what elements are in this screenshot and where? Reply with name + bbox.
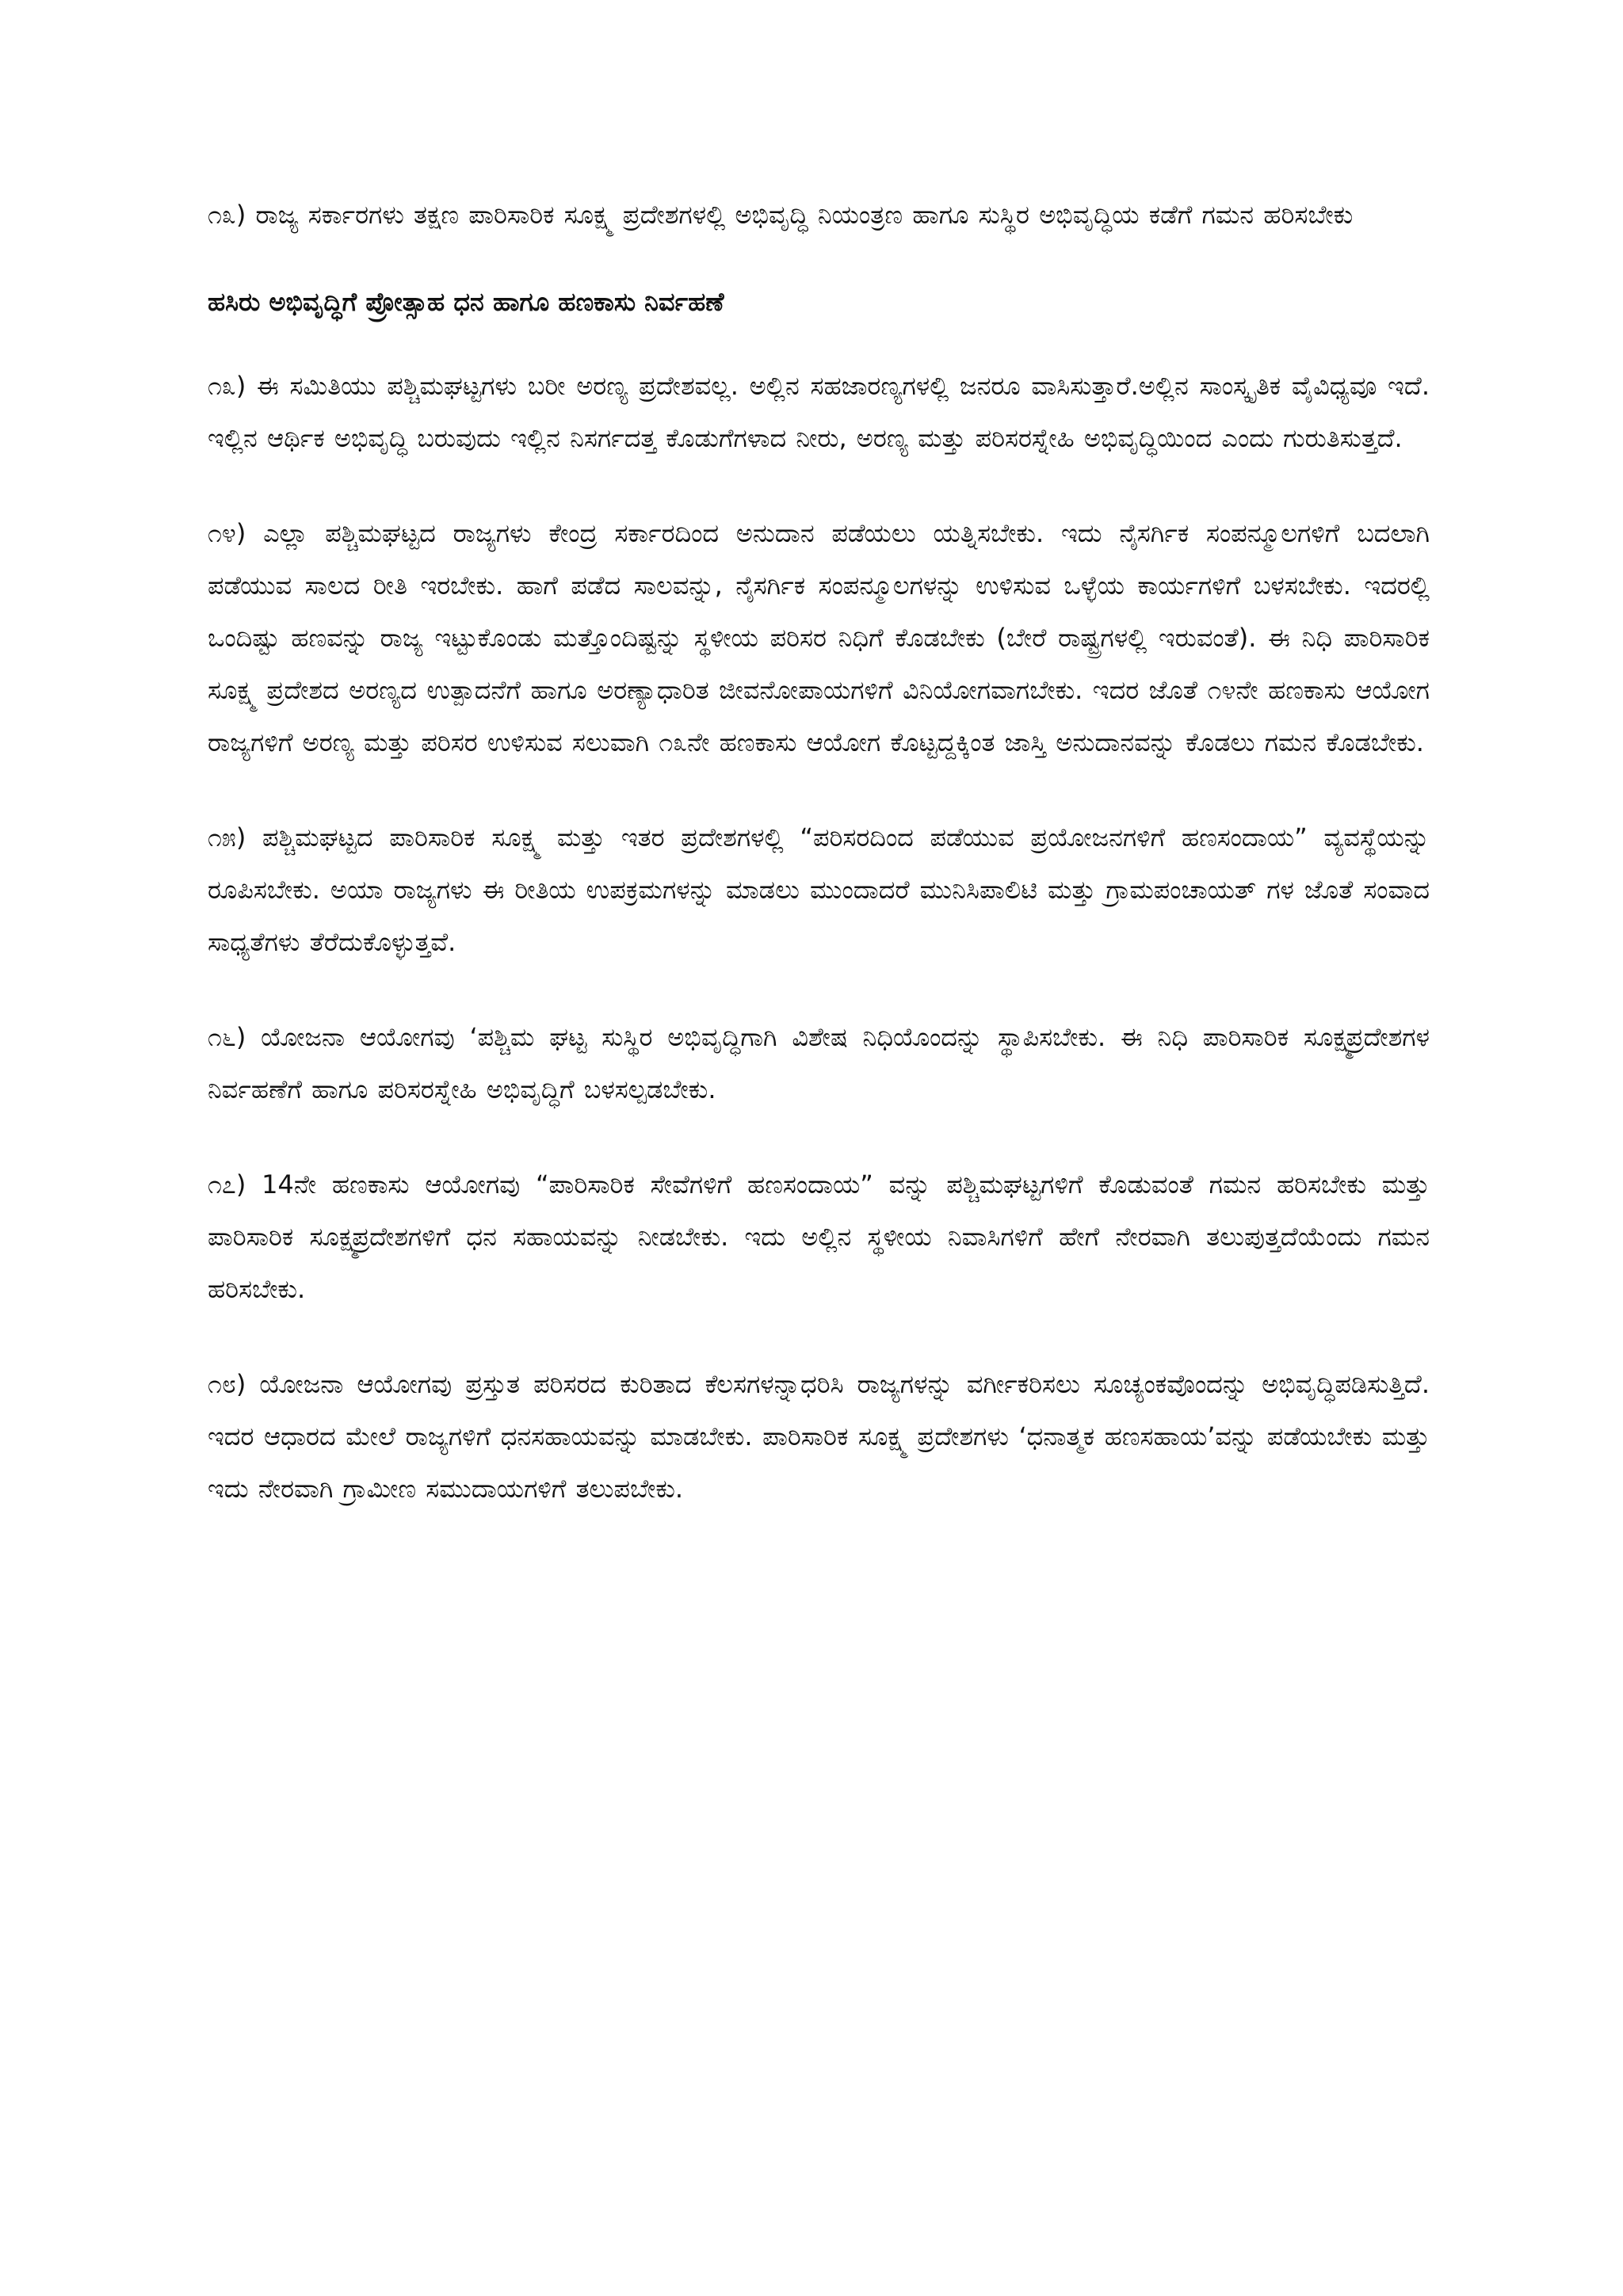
paragraph-13-state-governments: ೧೩) ರಾಜ್ಯ ಸರ್ಕಾರಗಳು ತಕ್ಷಣ ಪಾರಿಸಾರಿಕ ಸೂಕ್ಷ್ಮ ಪ್ರದೇಶಗಳಲ್ಲಿ ಅಭಿವೃದ್ಧಿ ನಿಯಂತ್ರಣ ಹಾಗೂ ಸುಸ್ಥಿರ ಅಭಿವೃದ್ಧಿಯ ಕಡೆಗೆ ಗಮನ ಹರಿಸಬೇಕು (208, 200, 1354, 230)
paragraph-17-finance-commission: ೧೭) 14ನೇ ಹಣಕಾಸು ಆಯೋಗವು “ಪಾರಿಸಾರಿಕ ಸೇವೆಗಳಿಗೆ ಹಣಸಂದಾಯ” ವನ್ನು ಪಶ್ಚಿಮಘಟ್ಟಗಳಿಗೆ ಕೊಡುವಂತೆ ಗಮನ ಹರಿಸಬೇಕು ಮತ್ತು ಪಾರಿಸಾರಿಕ ಸೂಕ್ಷ್ಮಪ್ರದೇಶಗಳಿಗೆ ಧನ ಸಹಾಯವನ್ನು ನೀಡಬೇಕು. ಇದು ಅಲ್ಲಿನ ಸ್ಥಳೀಯ ನಿವಾಸಿಗಳಿಗೆ ಹೇಗೆ ನೇರವಾಗಿ ತಲುಪುತ್ತದೆಯೆಂದು ಗಮನ ಹರಿಸಬೇಕು. (208, 1169, 1430, 1304)
section-heading: ಹಸಿರು ಅಭಿವೃದ್ಧಿಗೆ ಪ್ರೋತ್ಸಾಹ ಧನ ಹಾಗೂ ಹಣಕಾಸು ನಿರ್ವಹಣೆ (208, 287, 724, 317)
paragraph-18-planning-commission-index: ೧೮) ಯೋಜನಾ ಆಯೋಗವು ಪ್ರಸ್ತುತ ಪರಿಸರದ ಕುರಿತಾದ ಕೆಲಸಗಳನ್ನಾಧರಿಸಿ ರಾಜ್ಯಗಳನ್ನು ವರ್ಗೀಕರಿಸಲು ಸೂಚ್ಯಂಕವೊಂದನ್ನು ಅಭಿವೃದ್ಧಿಪಡಿಸುತ್ತಿದೆ. ಇದರ ಆಧಾರದ ಮೇಲೆ ರಾಜ್ಯಗಳಿಗೆ ಧನಸಹಾಯವನ್ನು ಮಾಡಬೇಕು. ಪಾರಿಸಾರಿಕ ಸೂಕ್ಷ್ಮ ಪ್ರದೇಶಗಳು ‘ಧನಾತ್ಮಕ ಹಣಸಹಾಯ’ವನ್ನು ಪಡೆಯಬೇಕು ಮತ್ತು ಇದು ನೇರವಾಗಿ ಗ್ರಾಮೀಣ ಸಮುದಾಯಗಳಿಗೆ ತಲುಪಬೇಕು. (208, 1369, 1430, 1504)
paragraph-14-central-grants: ೧೪) ಎಲ್ಲಾ ಪಶ್ಚಿಮಘಟ್ಟದ ರಾಜ್ಯಗಳು ಕೇಂದ್ರ ಸರ್ಕಾರದಿಂದ ಅನುದಾನ ಪಡೆಯಲು ಯತ್ನಿಸಬೇಕು. ಇದು ನೈಸರ್ಗಿಕ ಸಂಪನ್ಮೂಲಗಳಿಗೆ ಬದಲಾಗಿ ಪಡೆಯುವ ಸಾಲದ ರೀತಿ ಇರಬೇಕು. ಹಾಗೆ ಪಡೆದ ಸಾಲವನ್ನು, ನೈಸರ್ಗಿಕ ಸಂಪನ್ಮೂಲಗಳನ್ನು ಉಳಿಸುವ ಒಳ್ಳೆಯ ಕಾರ್ಯಗಳಿಗೆ ಬಳಸಬೇಕು. ಇದರಲ್ಲಿ ಒಂದಿಷ್ಟು ಹಣವನ್ನು ರಾಜ್ಯ ಇಟ್ಟುಕೊಂಡು ಮತ್ತೊಂದಿಷ್ಟನ್ನು ಸ್ಥಳೀಯ ಪರಿಸರ ನಿಧಿಗೆ ಕೊಡಬೇಕು (ಬೇರೆ ರಾಷ್ಟ್ರಗಳಲ್ಲಿ ಇರುವಂತೆ). ಈ ನಿಧಿ ಪಾರಿಸಾರಿಕ ಸೂಕ್ಷ್ಮ ಪ್ರದೇಶದ ಅರಣ್ಯದ ಉತ್ಪಾದನೆಗೆ ಹಾಗೂ ಅರಣ್ಯಾಧಾರಿತ ಜೀವನೋಪಾಯಗಳಿಗೆ ವಿನಿಯೋಗವಾಗಬೇಕು. ಇದರ ಜೊತೆ ೧೪ನೇ ಹಣಕಾಸು ಆಯೋಗ ರಾಜ್ಯಗಳಿಗೆ ಅರಣ್ಯ ಮತ್ತು ಪರಿಸರ ಉಳಿಸುವ ಸಲುವಾಗಿ ೧೩ನೇ ಹಣಕಾಸು ಆಯೋಗ ಕೊಟ್ಟದ್ದಕ್ಕಿಂತ ಜಾಸ್ತಿ ಅನುದಾನವನ್ನು ಕೊಡಲು ಗಮನ ಕೊಡಬೇಕು. (208, 518, 1430, 757)
paragraph-13-committee: ೧೩) ಈ ಸಮಿತಿಯು ಪಶ್ಚಿಮಘಟ್ಟಗಳು ಬರೀ ಅರಣ್ಯ ಪ್ರದೇಶವಲ್ಲ. ಅಲ್ಲಿನ ಸಹಜಾರಣ್ಯಗಳಲ್ಲಿ ಜನರೂ ವಾಸಿಸುತ್ತಾರೆ.ಅಲ್ಲಿನ ಸಾಂಸ್ಕೃತಿಕ ವೈವಿಧ್ಯವೂ ಇದೆ. ಇಲ್ಲಿನ ಆರ್ಥಿಕ ಅಭಿವೃದ್ಧಿ ಬರುವುದು ಇಲ್ಲಿನ ನಿಸರ್ಗದತ್ತ ಕೊಡುಗೆಗಳಾದ ನೀರು, ಅರಣ್ಯ ಮತ್ತು ಪರಿಸರಸ್ನೇಹಿ ಅಭಿವೃದ್ಧಿಯಿಂದ ಎಂದು ಗುರುತಿಸುತ್ತದೆ. (208, 371, 1430, 453)
paragraph-15-payment-for-benefits: ೧೫) ಪಶ್ಚಿಮಘಟ್ಟದ ಪಾರಿಸಾರಿಕ ಸೂಕ್ಷ್ಮ ಮತ್ತು ಇತರ ಪ್ರದೇಶಗಳಲ್ಲಿ “ಪರಿಸರದಿಂದ ಪಡೆಯುವ ಪ್ರಯೋಜನಗಳಿಗೆ ಹಣಸಂದಾಯ” ವ್ಯವಸ್ಥೆಯನ್ನು ರೂಪಿಸಬೇಕು. ಅಯಾ ರಾಜ್ಯಗಳು ಈ ರೀತಿಯ ಉಪಕ್ರಮಗಳನ್ನು ಮಾಡಲು ಮುಂದಾದರೆ ಮುನಿಸಿಪಾಲಿಟಿ ಮತ್ತು ಗ್ರಾಮಪಂಚಾಯತ್ ಗಳ ಜೊತೆ ಸಂವಾದ ಸಾಧ್ಯತೆಗಳು ತೆರೆದುಕೊಳ್ಳುತ್ತವೆ. (208, 822, 1430, 957)
document-body (208, 189, 1430, 1558)
paragraph-16-special-fund: ೧೬) ಯೋಜನಾ ಆಯೋಗವು ‘ಪಶ್ಚಿಮ ಘಟ್ಟ ಸುಸ್ಥಿರ ಅಭಿವೃದ್ಧಿಗಾಗಿ ವಿಶೇಷ ನಿಧಿಯೊಂದನ್ನು ಸ್ಥಾಪಿಸಬೇಕು. ಈ ನಿಧಿ ಪಾರಿಸಾರಿಕ ಸೂಕ್ಷ್ಮಪ್ರದೇಶಗಳ ನಿರ್ವಹಣೆಗೆ ಹಾಗೂ ಪರಿಸರಸ್ನೇಹಿ ಅಭಿವೃದ್ಧಿಗೆ ಬಳಸಲ್ಪಡಬೇಕು. (208, 1022, 1430, 1104)
